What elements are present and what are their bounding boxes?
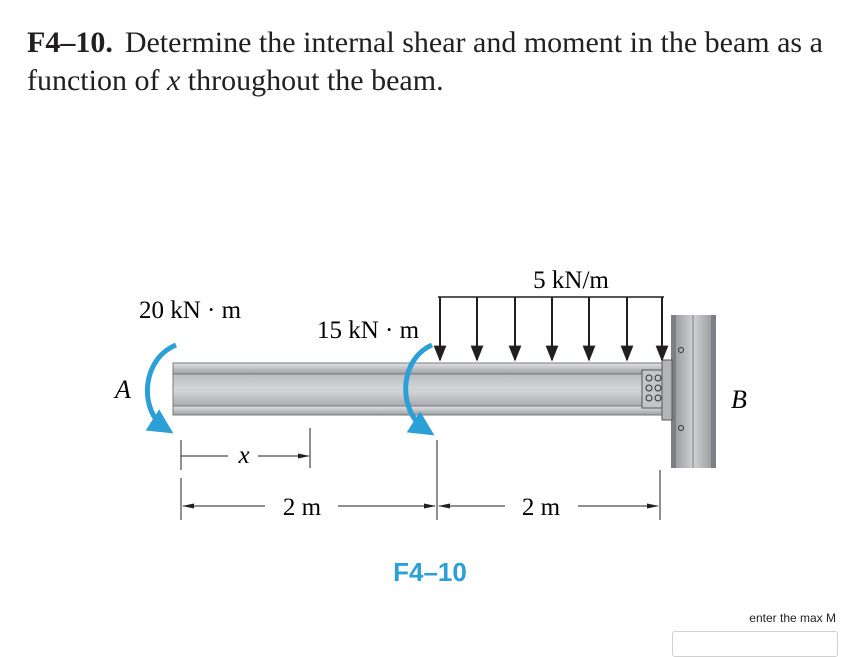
distributed-load (438, 297, 664, 360)
support-a-label: A (115, 375, 131, 404)
problem-text-start: Determine the internal shear and moment in the beam as a function of (27, 26, 823, 97)
span1-label: 2 m (282, 494, 322, 521)
beam (173, 363, 671, 415)
support-b-label: B (731, 385, 747, 414)
distributed-load-label: 5 kN/m (533, 267, 609, 294)
wall-column (671, 315, 716, 468)
answer-prompt: enter the max M (749, 611, 836, 625)
moment-mid-label: 15 kN · m (316, 317, 420, 344)
max-moment-input[interactable] (672, 631, 838, 657)
problem-number: F4–10. (27, 26, 113, 59)
span-dimensions (181, 440, 660, 520)
moment-a-label: 20 kN · m (138, 297, 242, 324)
span2-label: 2 m (521, 494, 561, 521)
problem-variable: x (166, 64, 181, 97)
problem-text-end: throughout the beam. (180, 64, 444, 97)
position-label: x (238, 442, 250, 469)
moment-a-arrow (147, 345, 176, 428)
figure-caption: F4–10 (393, 557, 467, 587)
